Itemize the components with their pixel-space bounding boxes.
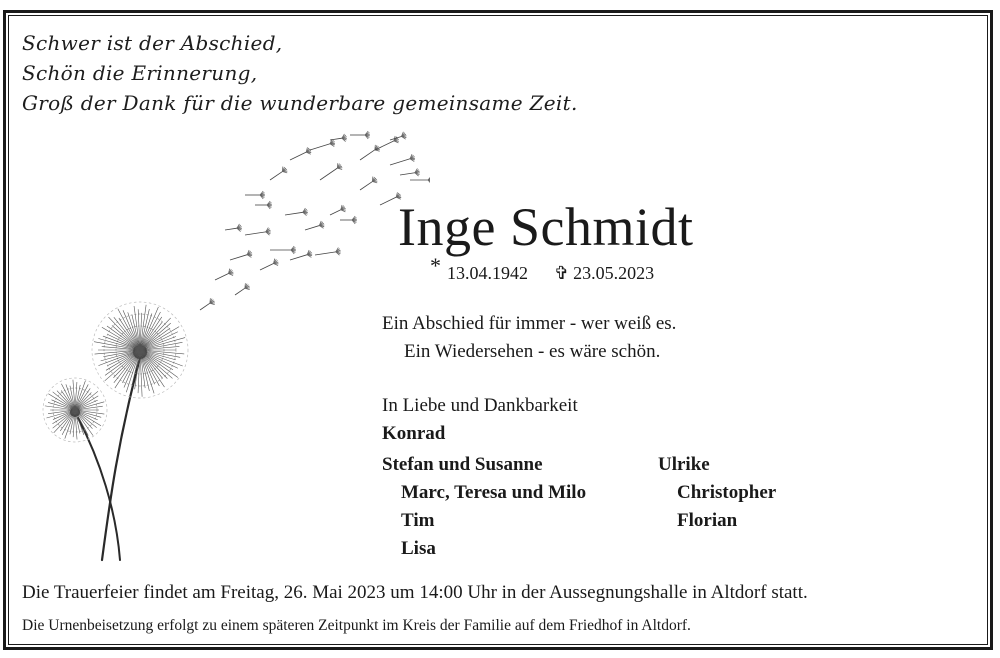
- motto: [22, 28, 578, 118]
- deceased-name: Inge Schmidt: [398, 197, 694, 257]
- quote-line: Ein Abschied für immer - wer weiß es.: [382, 313, 677, 334]
- mourners-right-column: [658, 451, 776, 535]
- burial-announcement: Die Urnenbeisetzung erfolgt zu einem späteren Zeitpunkt im Kreis der Familie auf dem Friedhof in Altdorf.: [22, 617, 691, 634]
- mourner-name: Tim: [401, 510, 435, 531]
- death-date: 23.05.2023: [573, 263, 655, 283]
- mourner-name: Christopher: [677, 482, 777, 503]
- quote-line: Ein Wiedersehen - es wäre schön.: [404, 341, 661, 362]
- mourner-name: Ulrike: [658, 454, 710, 475]
- mourner-name: Lisa: [401, 538, 436, 559]
- mourner-name: Stefan und Susanne: [382, 454, 543, 475]
- mourner-name: Konrad: [382, 423, 446, 444]
- service-announcement: Die Trauerfeier findet am Freitag, 26. Mai 2023 um 14:00 Uhr in der Aussegnungshalle in Altdorf statt.: [22, 582, 808, 603]
- mourners-intro: In Liebe und Dankbarkeit: [382, 395, 578, 416]
- birth-date: 13.04.1942: [447, 263, 528, 283]
- dandelion-illustration: [30, 120, 430, 570]
- motto-line: Schön die Erinnerung,: [22, 61, 258, 85]
- spouse-name: [382, 420, 445, 448]
- mourners-left-column: [382, 451, 586, 563]
- life-dates: [430, 253, 655, 287]
- motto-line: Schwer ist der Abschied,: [22, 31, 283, 55]
- birth-star-icon: *: [430, 253, 441, 278]
- quote: [382, 310, 676, 366]
- mourner-name: Marc, Teresa und Milo: [401, 482, 587, 503]
- mourner-name: Florian: [677, 510, 738, 531]
- death-cross-icon: ✞: [554, 263, 570, 283]
- motto-line: Groß der Dank für die wunderbare gemeinsame Zeit.: [22, 91, 578, 115]
